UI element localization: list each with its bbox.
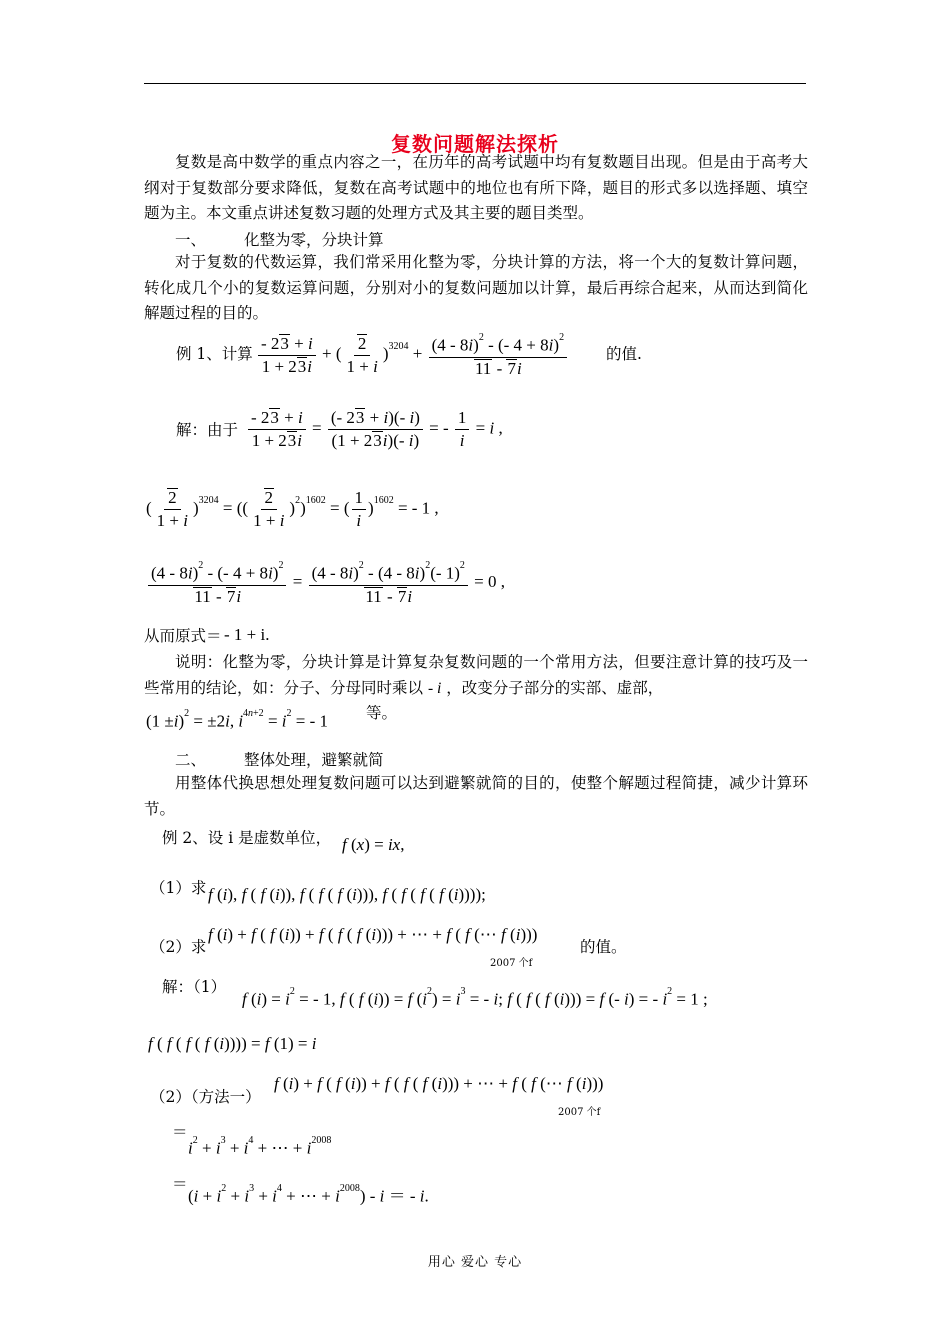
part2-underbrace: 2007 个f	[490, 958, 533, 969]
solution1-step1: $\frac{- 23 + i}{1 + 23i}$ = $\frac{(- 23 + i)(- i)}{(1 + 23i)(- i)}$ = - $\frac{1}{i}$ = i ,	[246, 408, 503, 451]
section2-heading: 整体处理，避繁就简	[244, 751, 384, 769]
example2-function: f (x) = ix,	[342, 835, 405, 854]
note-text: 说明：化整为零，分块计算是计算复杂复数问题的一个常用方法，但要注意计算的技巧及一些常用的结论，如：分子、分母同时乘以	[144, 653, 808, 697]
section1-note: 说明：化整为零，分块计算是计算复杂复数问题的一个常用方法，但要注意计算的技巧及一些常用的结论，如：分子、分母同时乘以 - i ，改变分子部分的实部、虚部，	[144, 653, 808, 697]
note-formula: $(1 \pm i)^2 = \pm 2i$, $i^{4n+2} = i^2$ = - 1	[146, 708, 329, 731]
section2-body: 用整体代换思想处理复数问题可以达到避繁就简的目的，使整个解题过程简捷，减少计算环节。	[144, 774, 808, 818]
example1-expression: $\frac{- 23 + i}{1 + 23i}$ + ( $\frac{2}{1 + i}$ )$^{3204}$ + $\frac{(4 - 8i)^2 - (- 4 + 8i)^2}{11 - 7i}$	[256, 332, 569, 379]
part1-label: （1）求	[150, 879, 207, 897]
solution1-step3: $\frac{(4 - 8i)^2 - (- 4 + 8i)^2}{11 - 7i}$ = $\frac{(4 - 8i)^2 - (4 - 8i)^2(- 1)^2}{11 - 7i}$ = 0 ,	[146, 560, 505, 607]
part2-suffix: 的值。	[580, 938, 627, 956]
note-mid: ，改变分子部分的实部、虚部，	[446, 678, 664, 697]
solution1-step2: ( $\frac{2}{1 + i}$ )$^{3204}$ = (( $\frac{2}{1 + i}$ )$^2$)$^{1602}$ = ( $\frac{1}{i}$ )$^{1602}$ = - 1 ,	[146, 488, 439, 530]
section1-number: 一、	[175, 231, 207, 249]
method-label: （2）（方法一）	[150, 1088, 261, 1106]
example1-label: 例 1、计算	[176, 345, 253, 363]
equals-1: ＝	[172, 1123, 188, 1141]
method-step2: ($i + i^2 + i^3 + i^4$ + ⋯ + $i^{2008}$) - i ＝ - i.	[188, 1183, 429, 1206]
page-footer: 用心 爱心 专心	[427, 1255, 523, 1270]
part1-expression: f (i), f ( f (i)), f ( f ( f (i))), f ( f ( f ( f (i))));	[208, 885, 486, 904]
solution2-label: 解：（1）	[162, 978, 227, 996]
conclusion-value: - 1 + i.	[224, 625, 270, 644]
method-expression: f (i) + f ( f (i)) + f ( f ( f (i))) + ⋯ + f ( f (⋯ f (i)))	[274, 1074, 604, 1093]
method-step1: $i^2 + i^3 + i^4$ + ⋯ + $i^{2008}$	[188, 1135, 332, 1158]
part2-expression: f (i) + f ( f (i)) + f ( f ( f (i))) + ⋯ + f ( f (⋯ f (i)))	[208, 925, 538, 944]
solution2-step1: f $(i) = i^2$ = - 1, f ( f (i)) = f $(i^2) = i^3$ = - i; f ( f ( f (i))) = f (- i) = - $i^2 = 1$ ;	[242, 986, 708, 1009]
equals-2: ＝	[172, 1175, 188, 1193]
page-title: 复数问题解法探析	[391, 132, 559, 156]
method-underbrace: 2007 个f	[558, 1107, 601, 1118]
section2-number: 二、	[175, 751, 207, 769]
solution2-step2: f ( f ( f ( f (i)))) = f (1) = i	[148, 1034, 317, 1053]
section1-heading: 化整为零，分块计算	[244, 231, 384, 249]
solution1-label: 解：由于	[176, 421, 239, 439]
example1-suffix: 的值.	[606, 345, 642, 363]
note-end: 等。	[366, 704, 398, 722]
intro-paragraph: 复数是高中数学的重点内容之一，在历年的高考试题中均有复数题目出现。但是由于高考大纲对于复数部分要求降低，复数在高考试题中的地位也有所下降，题目的形式多以选择题、填空题为主。本文重点讲述复数习题的处理方式及其主要的题目类型。	[144, 153, 808, 222]
example2-label: 例 2、设 i 是虚数单位，	[162, 829, 332, 847]
conclusion-label: 从而原式＝	[144, 627, 222, 645]
part2-label: （2）求	[150, 938, 207, 956]
header-rule	[144, 83, 806, 84]
section1-body: 对于复数的代数运算，我们常采用化整为零，分块计算的方法，将一个大的复数计算问题，转化成几个小的复数运算问题，分别对小的复数问题加以计算，最后再综合起来，从而达到简化解题过程的目的。	[144, 253, 808, 322]
